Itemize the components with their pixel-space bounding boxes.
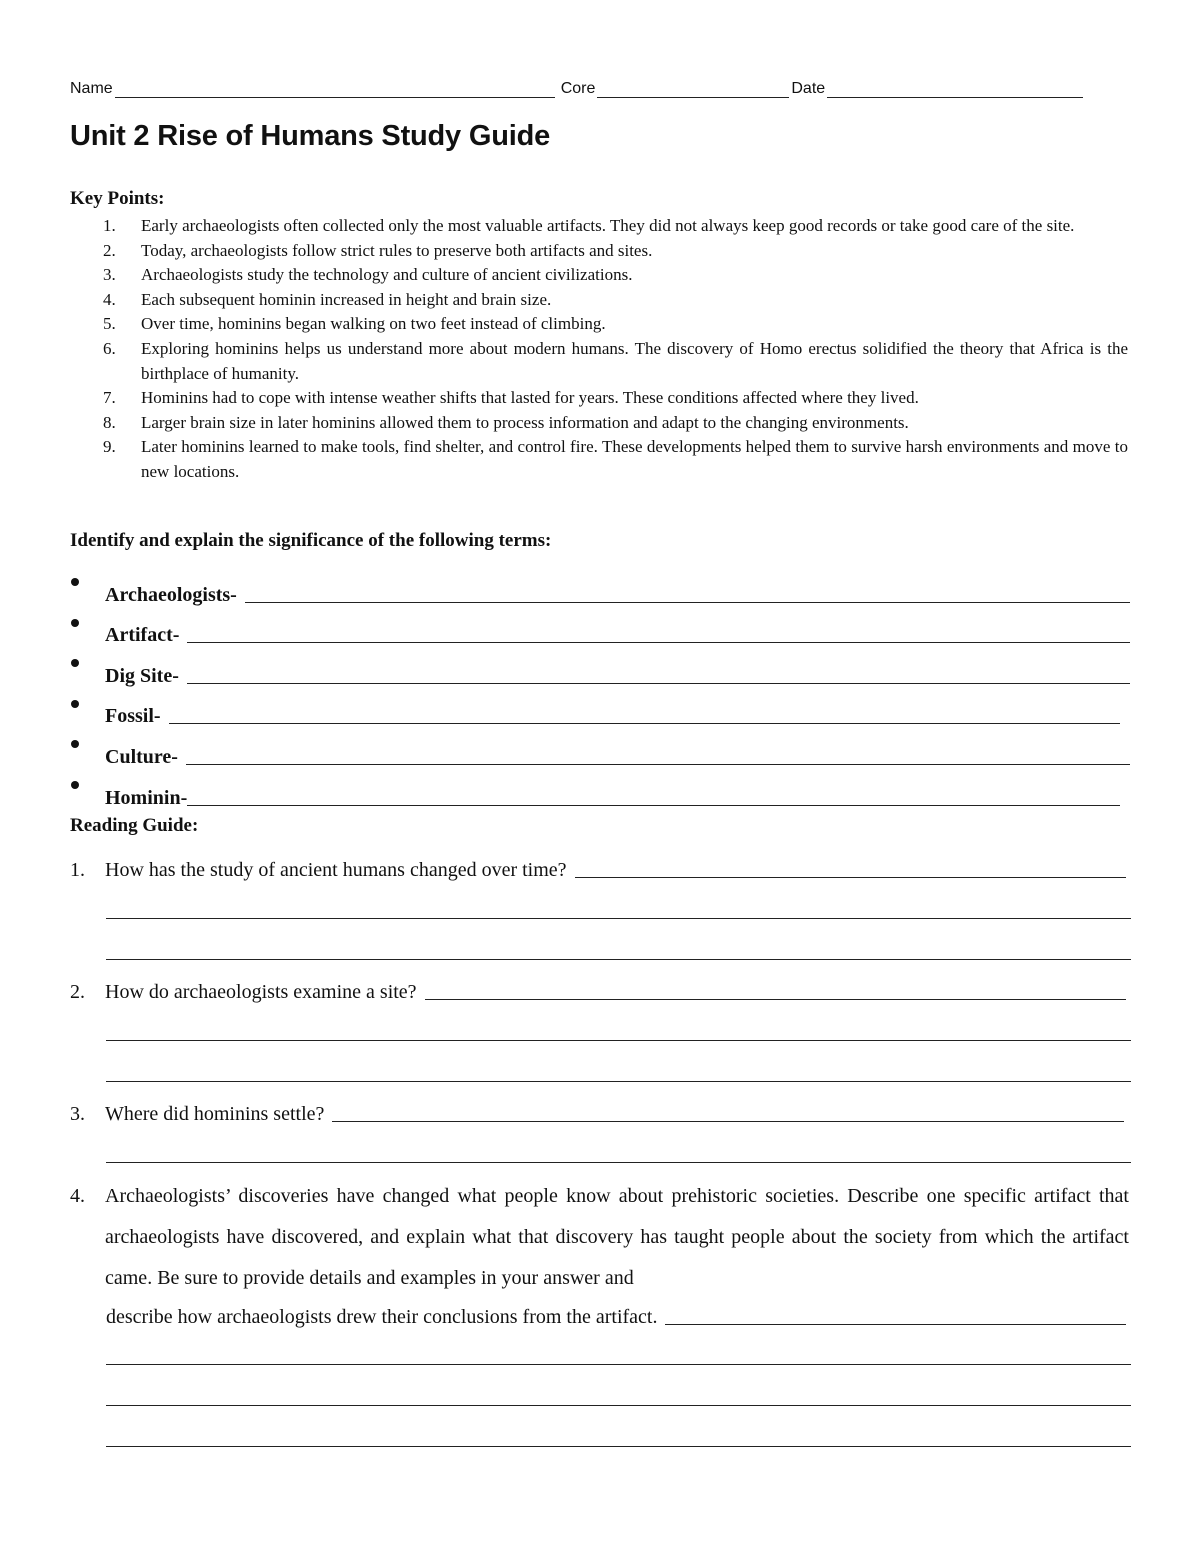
term-item (70, 647, 1130, 688)
question-1: 1. How has the study of ancient humans changed over time? (70, 852, 1130, 882)
answer-line[interactable] (106, 918, 1131, 919)
term-answer-line[interactable] (186, 763, 1130, 765)
key-point-item: 9. Later hominins learned to make tools, find shelter, and control fire. These developments helped them to survive harsh environments and move to new locations. (103, 437, 1128, 481)
key-point-item: 3. Archaeologists study the technology and culture of ancient civilizations. (103, 265, 633, 285)
answer-line[interactable] (106, 1162, 1131, 1163)
term-label: Artifact- (105, 624, 180, 647)
key-point-item: 6. Exploring hominins helps us understand more about modern humans. The discovery of Homo erectus solidified the theory that Africa is the birthplace of humanity. (103, 338, 1128, 383)
reading-guide-heading: Reading Guide: (70, 815, 199, 836)
key-point-item: 5. Over time, hominins began walking on two feet instead of climbing. (103, 314, 606, 334)
name-field[interactable] (115, 79, 555, 98)
key-point-item: 7. Hominins had to cope with intense weather shifts that lasted for years. These conditions affected where they lived. (103, 388, 919, 408)
core-label: Core (560, 80, 596, 97)
answer-line[interactable] (575, 877, 1126, 878)
key-points-list (70, 214, 1128, 485)
bullet-icon (71, 659, 79, 667)
answer-line[interactable] (106, 1364, 1131, 1365)
answer-line[interactable] (106, 1405, 1131, 1406)
terms-heading: Identify and explain the significance of the following terms: (70, 530, 552, 551)
terms-list (70, 566, 1130, 810)
term-item (70, 728, 1130, 769)
key-point-item: 4. Each subsequent hominin increased in height and brain size. (103, 289, 552, 309)
answer-line[interactable] (106, 1446, 1131, 1447)
term-label: Fossil- (105, 705, 161, 728)
answer-line[interactable] (332, 1121, 1124, 1122)
bullet-icon (71, 619, 79, 627)
date-label: Date (791, 80, 826, 97)
term-label: Culture- (105, 745, 178, 768)
name-label: Name (70, 80, 113, 97)
core-field[interactable] (597, 79, 789, 98)
answer-line[interactable] (425, 999, 1126, 1000)
bullet-icon (71, 700, 79, 708)
key-point-item: 2. Today, archaeologists follow strict rules to preserve both artifacts and sites. (103, 240, 653, 260)
term-item (70, 566, 1130, 607)
answer-line[interactable] (665, 1324, 1126, 1325)
bullet-icon (71, 781, 79, 789)
key-point-item: 8. Larger brain size in later hominins allowed them to process information and adapt to the changing environments. (103, 412, 909, 432)
question-3: 3. Where did hominins settle? (70, 1096, 1130, 1126)
question-2: 2. How do archaeologists examine a site? (70, 974, 1130, 1004)
answer-line[interactable] (106, 959, 1131, 960)
term-answer-line[interactable] (245, 601, 1130, 603)
answer-line[interactable] (106, 1040, 1131, 1041)
date-field[interactable] (827, 79, 1083, 98)
term-answer-line[interactable] (187, 682, 1130, 684)
term-item (70, 607, 1130, 648)
header-fields (70, 74, 1120, 98)
term-item (70, 769, 1130, 810)
key-points-heading: Key Points: (70, 188, 165, 209)
question-4-last-line: describe how archaeologists drew their conclusions from the artifact. (106, 1299, 1130, 1329)
bullet-icon (71, 578, 79, 586)
term-answer-line[interactable] (187, 641, 1130, 643)
page-title: Unit 2 Rise of Humans Study Guide (70, 120, 551, 152)
key-point-item: 1. Early archaeologists often collected only the most valuable artifacts. They did not always keep good records or take good care of the site. (103, 216, 1075, 235)
term-answer-line[interactable] (187, 804, 1120, 806)
term-label: Archaeologists- (105, 583, 237, 606)
bullet-icon (71, 740, 79, 748)
term-answer-line[interactable] (169, 722, 1120, 724)
term-label: Hominin- (105, 786, 188, 809)
term-item (70, 688, 1130, 729)
answer-line[interactable] (106, 1081, 1131, 1082)
term-label: Dig Site- (105, 664, 179, 687)
